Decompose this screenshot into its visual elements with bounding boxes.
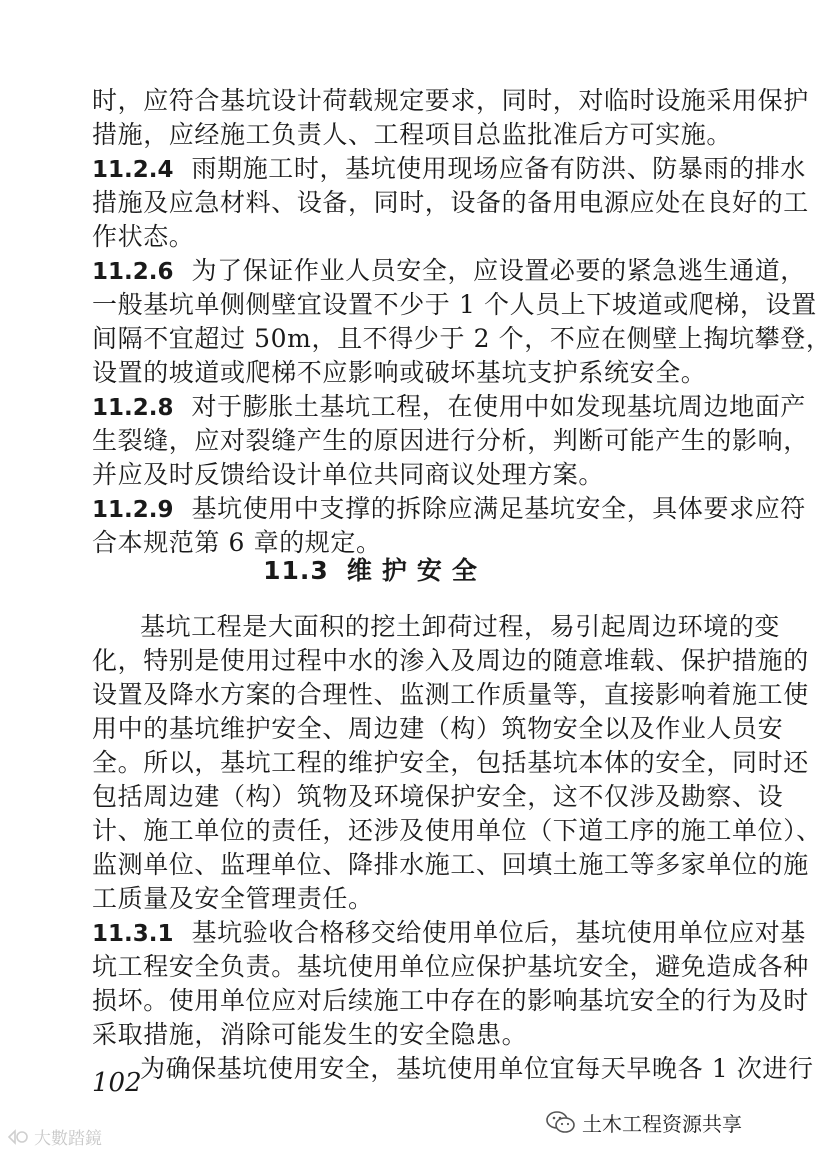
- page-number: 102: [92, 1068, 142, 1098]
- clause-11-3-1-first-line: [92, 916, 806, 950]
- text-line: 一般基坑单侧侧壁宜设置不少于 1 个人员上下坡道或爬梯，设置: [92, 290, 817, 319]
- clause-number: 11.3.1: [92, 921, 174, 947]
- clause-number: 11.2.4: [92, 157, 174, 183]
- clause-11-2-9-first-line: [92, 492, 806, 526]
- watermark-right: [546, 1108, 742, 1137]
- text-line: 坑工程安全负责。基坑使用单位应保护基坑安全，避免造成各种: [92, 952, 809, 981]
- watermark-left: [6, 1124, 102, 1149]
- text-line: 包括周边建（构）筑物及环境保护安全，这不仅涉及勘察、设: [92, 782, 784, 811]
- text-line: 并应及时反馈给设计单位共同商议处理方案。: [92, 460, 605, 489]
- clause-11-2-8-first-line: [92, 390, 806, 424]
- text-line: 工质量及安全管理责任。: [92, 884, 374, 913]
- text-line: 设置及降水方案的合理性、监测工作质量等，直接影响着施工使: [92, 680, 809, 709]
- text-line: 基坑使用中支撑的拆除应满足基坑安全，具体要求应符: [191, 494, 806, 523]
- section-number: 11.3: [263, 556, 329, 585]
- section-title: [0, 554, 750, 588]
- text-line: 雨期施工时，基坑使用现场应备有防洪、防暴雨的排水: [191, 154, 806, 183]
- text-line: 为确保基坑使用安全，基坑使用单位宜每天早晚各 1 次进行: [140, 1054, 814, 1083]
- watermark-left-text: 大數踏鏡: [34, 1129, 102, 1149]
- clause-number: 11.2.6: [92, 259, 174, 285]
- clause-11-2-6-first-line: [92, 254, 806, 288]
- clause-number: 11.2.8: [92, 395, 174, 421]
- text-line: 措施，应经施工负责人、工程项目总监批准后方可实施。: [92, 120, 733, 149]
- text-line: 采取措施，消除可能发生的安全隐患。: [92, 1020, 528, 1049]
- text-line: 计、施工单位的责任，还涉及使用单位（下道工序的施工单位）、: [92, 816, 822, 845]
- clause-11-2-4-first-line: [92, 152, 806, 186]
- text-line: 基坑验收合格移交给使用单位后，基坑使用单位应对基: [191, 918, 806, 947]
- text-line: 化，特别是使用过程中水的渗入及周边的随意堆载、保护措施的: [92, 646, 809, 675]
- text-line: 用中的基坑维护安全、周边建（构）筑物安全以及作业人员安: [92, 714, 784, 743]
- text-line: 监测单位、监理单位、降排水施工、回填土施工等多家单位的施: [92, 850, 809, 879]
- text-line: 时，应符合基坑设计荷载规定要求，同时，对临时设施采用保护: [92, 86, 809, 115]
- section-heading-text: 维护安全: [346, 556, 487, 585]
- text-line: 合本规范第 6 章的规定。: [92, 528, 382, 557]
- wechat-icon: [546, 1110, 576, 1136]
- clause-number: 11.2.9: [92, 497, 174, 523]
- text-line: 损坏。使用单位应对后续施工中存在的影响基坑安全的行为及时: [92, 986, 809, 1015]
- text-line: 基坑工程是大面积的挖土卸荷过程，易引起周边环境的变: [140, 612, 781, 641]
- logo-icon: [6, 1127, 30, 1147]
- text-line: 措施及应急材料、设备，同时，设备的备用电源应处在良好的工: [92, 188, 809, 217]
- text-line: 设置的坡道或爬梯不应影响或破坏基坑支护系统安全。: [92, 358, 707, 387]
- text-line: 间隔不宜超过 50m，且不得少于 2 个，不应在侧壁上掏坑攀登，: [92, 324, 831, 353]
- text-line: 生裂缝，应对裂缝产生的原因进行分析，判断可能产生的影响，: [92, 426, 809, 455]
- text-line: 全。所以，基坑工程的维护安全，包括基坑本体的安全，同时还: [92, 748, 809, 777]
- text-line: 为了保证作业人员安全，应设置必要的紧急逃生通道，: [191, 256, 806, 285]
- watermark-right-text: 土木工程资源共享: [582, 1112, 742, 1136]
- text-line: 对于膨胀土基坑工程，在使用中如发现基坑周边地面产: [191, 392, 806, 421]
- text-line: 作状态。: [92, 222, 195, 251]
